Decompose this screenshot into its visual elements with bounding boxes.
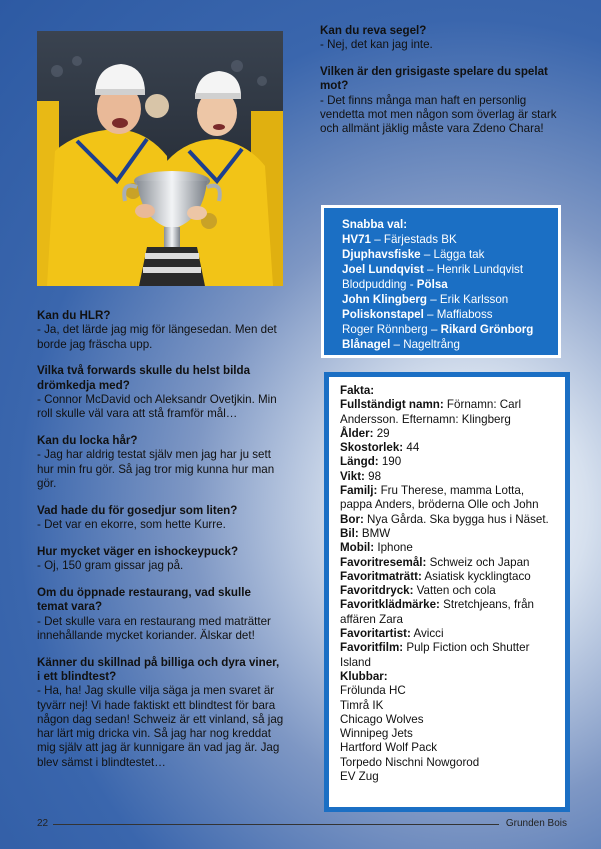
fact-row [340, 513, 559, 527]
hockey-players-trophy-photo [37, 31, 283, 286]
fact-value: BMW [358, 526, 391, 540]
qa-item [37, 656, 285, 770]
quick-choice-item [342, 307, 558, 322]
right-interview-column [320, 24, 565, 149]
quick-choice-separator: – [427, 323, 441, 336]
club-item: Torpedo Nischni Nowgorod [340, 755, 480, 769]
answer: - Connor McDavid och Aleksandr Ovetjkin. Min roll skulle väl vara att stå framför mål… [37, 392, 277, 421]
fact-value: 44 [403, 441, 420, 455]
quick-choice-separator: – [427, 293, 440, 306]
quick-choice-left: John Klingberg [342, 293, 428, 306]
qa-item [320, 24, 565, 53]
quick-choice-separator: – [423, 263, 437, 276]
fact-label: Längd: [340, 455, 379, 469]
quick-choice-separator: – [423, 308, 437, 321]
fact-label: Favoritmaträtt: [340, 569, 422, 583]
answer: - Nej, det kan jag inte. [320, 38, 433, 52]
question: Vad hade du för gosedjur som liten? [37, 503, 238, 517]
qa-item [37, 504, 285, 533]
question: Om du öppnade restaurang, vad skulle temat vara? [37, 585, 251, 614]
fact-label: Fullständigt namn: [340, 398, 444, 412]
fact-value: Pulp Fiction och Shutter Island [340, 641, 530, 669]
quick-choice-right: Färjestads BK [383, 233, 457, 246]
fact-label: Ålder: [340, 426, 374, 440]
quick-choice-separator: - [406, 278, 417, 291]
quick-choice-right: Rikard Grönborg [440, 323, 534, 336]
fact-value: Vatten och cola [413, 584, 496, 598]
qa-item [37, 434, 285, 491]
fact-row [340, 584, 559, 598]
fact-row [340, 441, 559, 455]
quick-choice-item [342, 232, 558, 247]
quick-choice-left: Poliskonstapel [342, 308, 424, 321]
quick-choice-left: Djuphavsfiske [342, 248, 421, 261]
fact-row [340, 470, 559, 484]
answer: - Jag har aldrig testat själv men jag har ju sett hur min fru gör. Så jag tror mig kunna hur man gör. [37, 448, 275, 490]
question: Känner du skillnad på billiga och dyra viner, i ett blindtest? [37, 655, 280, 683]
quick-choice-left: Blodpudding [342, 278, 407, 291]
quick-choice-right: Maffiaboss [436, 308, 493, 321]
fact-label: Favoritfilm: [340, 641, 404, 655]
question: Vilken är den grisigaste spelare du spelat mot? [320, 65, 548, 93]
facts-box [324, 372, 570, 812]
facts-title: Fakta: [340, 384, 375, 397]
fact-row [340, 598, 559, 627]
qa-item [37, 545, 285, 574]
fact-value: Schweiz och Japan [426, 555, 530, 569]
fact-label: Familj: [340, 484, 378, 498]
quick-choice-separator: – [420, 248, 434, 261]
quick-choice-right: Lägga tak [433, 248, 485, 261]
quick-choice-right: Pölsa [416, 278, 448, 291]
fact-row [340, 556, 559, 570]
question: Kan du HLR? [37, 309, 111, 322]
answer: - Oj, 150 gram gissar jag på. [37, 559, 184, 573]
fact-value: 29 [373, 426, 390, 440]
fact-value: Fru Therese, mamma Lotta, pappa Anders, bröderna Olle och John [340, 484, 539, 512]
quick-choice-item [342, 337, 558, 352]
publication-name: Grunden Bois [505, 818, 567, 829]
qa-item [37, 364, 285, 421]
fact-row [340, 541, 559, 555]
club-item: EV Zug [340, 770, 379, 784]
fact-label: Mobil: [340, 541, 375, 555]
left-interview-column [37, 309, 285, 783]
quick-choice-item [342, 262, 558, 277]
quick-choice-right: Erik Karlsson [439, 293, 509, 306]
page-number: 22 [37, 818, 49, 829]
fact-row [340, 627, 559, 641]
quick-choices-title: Snabba val: [342, 218, 408, 231]
quick-choice-right: Nageltrång [403, 338, 460, 351]
page-footer [37, 818, 567, 832]
footer-divider [53, 824, 499, 825]
fact-row [340, 455, 559, 469]
fact-value: Avicci [410, 627, 444, 641]
fact-value: Asiatisk kycklingtaco [421, 569, 531, 583]
quick-choice-left: HV71 [342, 233, 372, 246]
fact-label: Vikt: [340, 469, 365, 483]
fact-label: Skostorlek: [340, 441, 404, 455]
answer: - Det skulle vara en restaurang med maträtter innehållande mycket koriander. Älskar det! [37, 614, 271, 642]
quick-choice-item [342, 247, 558, 262]
question: Hur mycket väger en ishockeypuck? [37, 544, 239, 558]
fact-row [340, 398, 559, 427]
fact-row [340, 670, 559, 684]
fact-value: Stretchjeans, från affären Zara [340, 598, 534, 626]
fact-label: Bil: [340, 526, 359, 540]
fact-label: Favoritresemål: [340, 555, 427, 569]
fact-label: Klubbar: [340, 669, 388, 683]
fact-row [340, 527, 559, 541]
fact-label: Favoritdryck: [340, 584, 414, 598]
question: Kan du reva segel? [320, 24, 427, 37]
fact-row [340, 484, 559, 513]
answer: - Det finns många man haft en personlig vendetta mot men någon som överlag är stark och allmänt jäklig måste vara Zdeno Chara! [320, 93, 557, 136]
answer: - Ha, ha! Jag skulle vilja säga ja men svaret är tyvärr nej! Vi hade faktiskt ett blindtest för bara någon dag sedan! Schweiz är ett vinland, så jag har lärt mig dricka vin. Så jag har nog kreddat mig själv att jag är kunnigare än vad jag är. Jag blev sämst i blindtestet… [37, 684, 284, 769]
fact-value: Nya Gårda. Ska bygga hus i Näset. [363, 512, 549, 526]
fact-row [340, 570, 559, 584]
question: Kan du locka hår? [37, 434, 138, 448]
quick-choice-left: Roger Rönnberg [342, 323, 428, 336]
club-item: Timrå IK [340, 698, 384, 712]
quick-choice-item [342, 292, 558, 307]
fact-row [340, 641, 559, 670]
fact-value: Iphone [374, 541, 413, 555]
qa-item [37, 586, 285, 643]
quick-choice-separator: – [390, 338, 404, 351]
club-item: Frölunda HC [340, 684, 406, 698]
fact-label: Favoritartist: [340, 627, 411, 641]
answer: - Ja, det lärde jag mig för längesedan. Men det borde jag fräscha upp. [37, 323, 277, 351]
quick-choice-left: Blånagel [342, 338, 391, 351]
quick-choice-separator: – [371, 233, 384, 246]
quick-choice-left: Joel Lundqvist [342, 263, 424, 276]
fact-value: 190 [378, 455, 402, 469]
qa-item [320, 65, 565, 136]
fact-label: Bor: [340, 512, 364, 526]
qa-item [37, 309, 285, 352]
quick-choice-item [342, 277, 558, 292]
club-item: Winnipeg Jets [340, 727, 413, 741]
club-item: Chicago Wolves [340, 712, 424, 726]
question: Vilka två forwards skulle du helst bilda drömkedja med? [37, 364, 251, 392]
fact-label: Favoritklädmärke: [340, 598, 440, 612]
club-item: Hartford Wolf Pack [340, 741, 438, 755]
quick-choice-right: Henrik Lundqvist [436, 263, 524, 276]
quick-choices-box [321, 205, 561, 358]
fact-row [340, 427, 559, 441]
quick-choice-item [342, 322, 558, 337]
answer: - Det var en ekorre, som hette Kurre. [37, 518, 226, 532]
fact-value: Förnamn: Carl Andersson. Efternamn: Klingberg [340, 398, 522, 426]
fact-value: 98 [364, 469, 382, 483]
